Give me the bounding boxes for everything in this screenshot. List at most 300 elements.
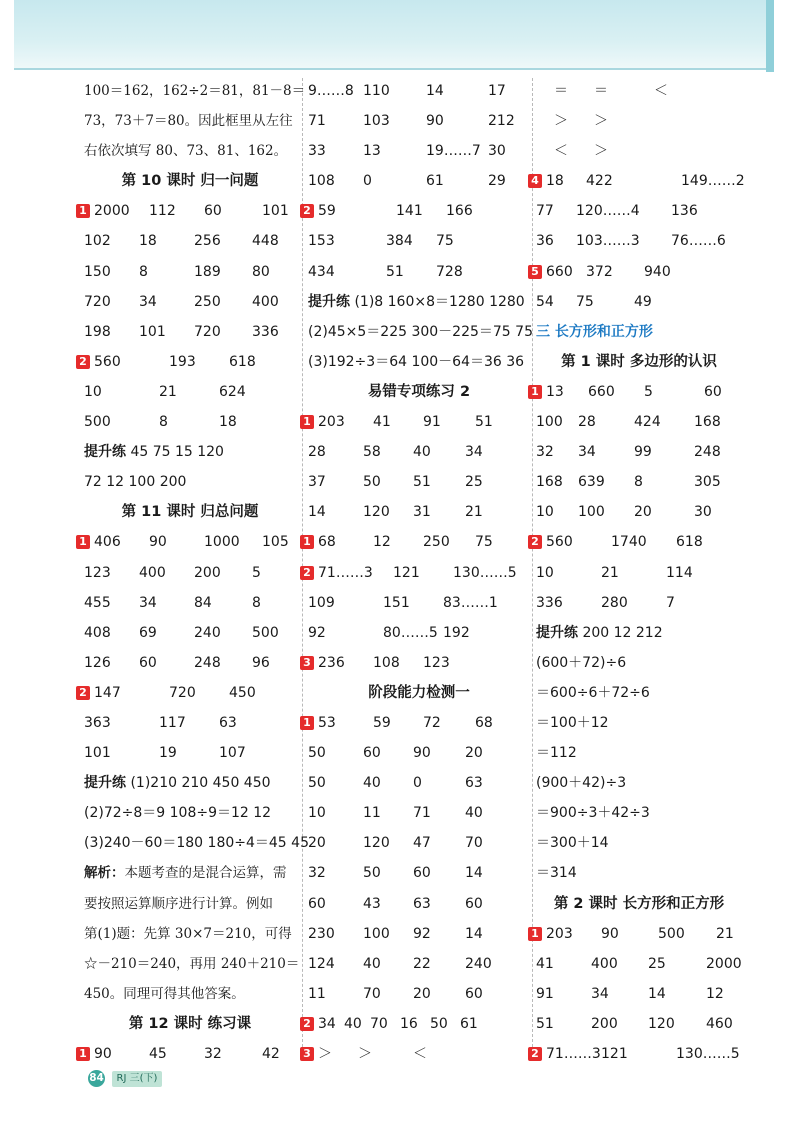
answer-line — [308, 257, 530, 287]
answer-value: 1000 — [204, 534, 240, 551]
answer-value: 21 — [601, 564, 619, 581]
answer-line — [84, 618, 296, 648]
question-number-badge: 2 — [528, 1047, 542, 1061]
answer-value: 13 — [363, 143, 381, 160]
answer-value: 10 — [308, 805, 326, 822]
answer-value: 72 — [423, 714, 441, 731]
answer-value: 第 12 课时 练习课 — [128, 1015, 252, 1032]
answer-line — [536, 497, 742, 527]
answer-value: 32 — [204, 1046, 222, 1062]
answer-value: 0 — [413, 775, 422, 792]
answer-line — [536, 196, 742, 226]
answer-value: 80 — [252, 263, 270, 280]
answer-line — [303, 196, 530, 226]
answer-value: 460 — [706, 1015, 733, 1032]
answer-line — [536, 467, 742, 497]
answer-value: 60 — [413, 865, 431, 882]
answer-value: 40 — [413, 444, 431, 461]
answer-value: 96 — [252, 654, 270, 671]
answer-value: 53 — [318, 714, 336, 731]
answer-value: 9……8 — [308, 83, 354, 99]
answer-value: 51 — [536, 1015, 554, 1032]
edition-tag: RJ 三(下) — [112, 1071, 163, 1087]
answer-value: 124 — [308, 955, 335, 972]
answer-line — [84, 798, 296, 828]
answer-value: 68 — [318, 534, 336, 551]
answer-value: 240 — [194, 624, 221, 641]
answer-value: 45 — [149, 1046, 167, 1062]
answer-value: 36 — [536, 233, 554, 250]
answer-value: 90 — [149, 534, 167, 551]
answer-value: 92 — [413, 925, 431, 942]
answer-value: 40 — [465, 805, 483, 822]
answer-value: 43 — [363, 895, 381, 912]
answer-line — [308, 166, 530, 196]
answer-line — [308, 858, 530, 888]
question-number-badge: 2 — [528, 535, 542, 549]
answer-value: 101 — [84, 745, 111, 762]
answer-value: 77 — [536, 203, 554, 220]
answer-line — [308, 738, 530, 768]
answer-line — [536, 979, 742, 1009]
answer-line — [536, 708, 742, 738]
answer-value: 40 — [363, 775, 381, 792]
answer-line — [84, 558, 296, 588]
answer-value: 60 — [465, 985, 483, 1002]
answer-value: 5 — [644, 383, 653, 400]
answer-value: 102 — [84, 233, 111, 250]
answer-value: 25 — [648, 955, 666, 972]
answer-value: 123 — [84, 564, 111, 581]
answer-value: ＝600÷6＋72÷6 — [536, 684, 650, 701]
answer-line — [84, 76, 306, 106]
answer-value: 455 — [84, 594, 111, 611]
answer-value: 100 — [363, 925, 390, 942]
question-number-badge: 1 — [300, 415, 314, 429]
answer-value: 提升练 (1)8 160×8＝1280 1280 — [308, 293, 525, 310]
answer-value: 8 — [634, 474, 643, 491]
question-number-badge: 4 — [528, 174, 542, 188]
answer-value: 101 — [262, 203, 289, 220]
answer-line — [536, 106, 742, 136]
answer-value: 450 — [229, 684, 256, 701]
answer-value: 59 — [373, 714, 391, 731]
answer-line — [308, 588, 530, 618]
answer-column-2 — [303, 76, 533, 1070]
answer-value: 434 — [308, 263, 335, 280]
answer-value: 130……5 — [676, 1046, 740, 1062]
answer-line — [308, 889, 530, 919]
answer-line — [536, 287, 742, 317]
answer-value: 第 1 课时 多边形的认识 — [561, 353, 717, 370]
answer-value: ＝112 — [536, 745, 577, 762]
answer-value: 91 — [536, 985, 554, 1002]
answer-value: 639 — [578, 474, 605, 491]
answer-value: 29 — [488, 173, 506, 190]
answer-value: 136 — [671, 203, 698, 220]
answer-value: 28 — [308, 444, 326, 461]
answer-value: 1740 — [611, 534, 647, 551]
answer-value: 147 — [94, 684, 121, 701]
answer-value: 21 — [716, 925, 734, 942]
answer-value: ＝314 — [536, 865, 577, 882]
answer-value: 236 — [318, 654, 345, 671]
answer-value: 42 — [262, 1046, 280, 1062]
answer-value: 60 — [139, 654, 157, 671]
question-number-badge: 1 — [300, 535, 314, 549]
answer-line — [536, 949, 742, 979]
answer-value: 80……5 — [383, 624, 438, 641]
answer-line — [84, 287, 296, 317]
answer-value: 100 — [578, 504, 605, 521]
answer-value: 30 — [694, 504, 712, 521]
answer-line — [536, 648, 742, 678]
answer-line — [308, 979, 530, 1009]
answer-value: 70 — [363, 985, 381, 1002]
section-title — [308, 678, 530, 708]
answer-value: 19 — [159, 745, 177, 762]
answer-value: 21 — [465, 504, 483, 521]
answer-value: ＝300＋14 — [536, 835, 609, 852]
answer-value: 20 — [634, 504, 652, 521]
answer-value: 三 长方形和正方形 — [536, 323, 653, 340]
section-title — [536, 347, 742, 377]
answer-value: 101 — [139, 323, 166, 340]
answer-value: 120 — [363, 504, 390, 521]
section-title — [84, 1009, 296, 1039]
answer-value: 12 — [706, 985, 724, 1002]
page-number: 84 — [88, 1070, 105, 1087]
answer-value: 13 — [546, 383, 564, 400]
answer-value: 203 — [318, 414, 345, 431]
answer-value: 50 — [308, 745, 326, 762]
answer-line — [84, 106, 296, 136]
answer-line — [536, 798, 742, 828]
answer-value: ＞ — [318, 1046, 332, 1062]
answer-line — [303, 1009, 530, 1039]
answer-value: 25 — [465, 474, 483, 491]
answer-value: ＝900÷3＋42÷3 — [536, 805, 650, 822]
answer-value: 248 — [694, 444, 721, 461]
answer-line — [536, 1009, 742, 1039]
answer-value: 50 — [363, 865, 381, 882]
answer-value: 40 — [344, 1015, 362, 1032]
answer-value: 120 — [648, 1015, 675, 1032]
answer-value: 34 — [139, 594, 157, 611]
answer-value: 149……2 — [681, 173, 745, 190]
answer-line — [79, 347, 296, 377]
answer-value: 130……5 — [453, 564, 517, 581]
answer-value: 68 — [475, 714, 493, 731]
answer-value: 18 — [219, 414, 237, 431]
answer-value: 34 — [465, 444, 483, 461]
answer-value: 72 12 100 200 — [84, 474, 187, 491]
answer-value: 60 — [308, 895, 326, 912]
answer-line — [536, 678, 742, 708]
answer-value: 20 — [465, 745, 483, 762]
answer-value: 400 — [252, 293, 279, 310]
answer-value: 32 — [536, 444, 554, 461]
answer-value: 16 — [400, 1015, 418, 1032]
question-number-badge: 2 — [300, 566, 314, 580]
answer-line — [531, 377, 742, 407]
answer-value: 54 — [536, 293, 554, 310]
answer-value: 18 — [546, 173, 564, 190]
answer-value: 第 10 课时 归一问题 — [121, 173, 259, 190]
answer-value: 31 — [413, 504, 431, 521]
answer-value: 422 — [586, 173, 613, 190]
answer-value: 728 — [436, 263, 463, 280]
question-number-badge: 1 — [528, 927, 542, 941]
answer-value: 75 — [436, 233, 454, 250]
answer-value: 193 — [169, 353, 196, 370]
answer-line — [308, 136, 530, 166]
answer-line — [308, 347, 530, 377]
answer-value: ＞ — [554, 113, 568, 130]
answer-value: 203 — [546, 925, 573, 942]
answer-value: 33 — [308, 143, 326, 160]
answer-value: 166 — [446, 203, 473, 220]
answer-value: 75 — [576, 293, 594, 310]
answer-line — [536, 407, 742, 437]
answer-value: 19……7 — [426, 143, 481, 160]
answer-line — [79, 1039, 296, 1069]
question-number-badge: 2 — [300, 1017, 314, 1031]
answer-line — [84, 828, 309, 858]
answer-value: 110 — [363, 83, 390, 99]
answer-value: 305 — [694, 474, 721, 491]
answer-value: 720 — [84, 293, 111, 310]
answer-line — [84, 437, 296, 467]
answer-value: 103……3 — [576, 233, 640, 250]
answer-value: 384 — [386, 233, 413, 250]
answer-value: 58 — [363, 444, 381, 461]
answer-line — [84, 648, 296, 678]
answer-value: 123 — [423, 654, 450, 671]
answer-line — [536, 828, 742, 858]
answer-value: 448 — [252, 233, 279, 250]
answer-value: 424 — [634, 414, 661, 431]
answer-value: ＜ — [554, 143, 568, 160]
answer-line — [308, 467, 530, 497]
answer-value: 41 — [373, 414, 391, 431]
answer-value: 117 — [159, 714, 186, 731]
answer-value: 90 — [426, 113, 444, 130]
answer-value: 618 — [229, 353, 256, 370]
answer-value: 336 — [536, 594, 563, 611]
answer-line — [308, 919, 530, 949]
answer-value: 230 — [308, 925, 335, 942]
answer-value: 83……1 — [443, 594, 498, 611]
answer-line — [536, 588, 742, 618]
answer-line — [84, 407, 296, 437]
banner-edge — [766, 0, 774, 72]
answer-value: ＞ — [594, 143, 608, 160]
answer-value: 10 — [84, 383, 102, 400]
answer-value: 90 — [601, 925, 619, 942]
answer-value: 11 — [363, 805, 381, 822]
answer-value: 400 — [139, 564, 166, 581]
question-number-badge: 1 — [76, 535, 90, 549]
answer-line — [536, 618, 742, 648]
answer-line — [84, 949, 300, 979]
answer-line — [308, 437, 530, 467]
answer-value: 61 — [460, 1015, 478, 1032]
question-number-badge: 2 — [76, 686, 90, 700]
answer-value: 71……3 — [318, 564, 373, 581]
answer-value: 11 — [308, 985, 326, 1002]
answer-line — [303, 1039, 530, 1069]
answer-line — [308, 106, 530, 136]
answer-line — [536, 858, 742, 888]
answer-value: 940 — [644, 263, 671, 280]
answer-line — [84, 257, 296, 287]
answer-value: 406 — [94, 534, 121, 551]
answer-line — [84, 858, 296, 888]
answer-value: 要按照运算顺序进行计算。例如 — [84, 895, 273, 912]
answer-line — [308, 949, 530, 979]
answer-value: 21 — [159, 383, 177, 400]
answer-value: 90 — [94, 1046, 112, 1062]
answer-line — [531, 257, 742, 287]
answer-value: 提升练 (1)210 210 450 450 — [84, 775, 271, 792]
answer-value: 121 — [601, 1046, 628, 1062]
answer-value: 120……4 — [576, 203, 640, 220]
answer-line — [531, 527, 742, 557]
answer-value: 第 2 课时 长方形和正方形 — [553, 895, 725, 912]
answer-value: 37 — [308, 474, 326, 491]
answer-value: 60 — [204, 203, 222, 220]
answer-value: ＞ — [358, 1046, 372, 1062]
answer-line — [303, 527, 530, 557]
answer-value: 112 — [149, 203, 176, 220]
answer-value: 30 — [488, 143, 506, 160]
answer-value: ＝ — [594, 83, 608, 99]
answer-line — [84, 979, 296, 1009]
answer-value: 10 — [536, 504, 554, 521]
answer-value: 60 — [704, 383, 722, 400]
answer-value: 73，73＋7＝80。因此框里从左往 — [84, 113, 293, 130]
answer-value: 76……6 — [671, 233, 726, 250]
answer-line — [308, 798, 530, 828]
column-divider — [532, 78, 533, 1052]
answer-value: ☆－210＝240，再用 240＋210＝ — [84, 955, 300, 972]
answer-line — [531, 919, 742, 949]
header-banner — [14, 0, 774, 70]
answer-value: 618 — [676, 534, 703, 551]
answer-line — [84, 317, 296, 347]
answer-value: 易错专项练习 2 — [367, 383, 471, 400]
section-title — [84, 497, 296, 527]
answer-value: 720 — [194, 323, 221, 340]
answer-value: 200 — [194, 564, 221, 581]
answer-value: ＝ — [554, 83, 568, 99]
answer-value: 71……3 — [546, 1046, 601, 1062]
answer-value: 153 — [308, 233, 335, 250]
answer-value: 第(1)题：先算 30×7＝210，可得 — [84, 925, 292, 942]
answer-value: 198 — [84, 323, 111, 340]
answer-line — [84, 588, 296, 618]
answer-value: 14 — [648, 985, 666, 1002]
answer-line — [84, 226, 296, 256]
answer-value: 100 — [536, 414, 563, 431]
section-title — [308, 377, 530, 407]
answer-line — [308, 828, 530, 858]
answer-value: 500 — [658, 925, 685, 942]
answer-line — [84, 708, 296, 738]
answer-value: 141 — [396, 203, 423, 220]
answer-value: 8 — [159, 414, 168, 431]
answer-value: 71 — [308, 113, 326, 130]
answer-value: 61 — [426, 173, 444, 190]
answer-value: 71 — [413, 805, 431, 822]
answer-value: 280 — [601, 594, 628, 611]
answer-value: 2000 — [706, 955, 742, 972]
answer-line — [536, 136, 742, 166]
question-number-badge: 3 — [300, 1047, 314, 1061]
answer-line — [79, 196, 296, 226]
answer-value: 84 — [194, 594, 212, 611]
answer-value: 400 — [591, 955, 618, 972]
answer-value: 63 — [413, 895, 431, 912]
answer-value: 提升练 200 12 212 — [536, 624, 663, 641]
answer-line — [536, 76, 742, 106]
answer-value: 49 — [634, 293, 652, 310]
answer-value: 右依次填写 80、73、81、162。 — [84, 143, 288, 160]
answer-value: 250 — [423, 534, 450, 551]
answer-line — [84, 377, 296, 407]
answer-value: ＝100＋12 — [536, 714, 609, 731]
answer-line — [536, 437, 742, 467]
answer-value: 720 — [169, 684, 196, 701]
answer-line — [303, 407, 530, 437]
answer-value: 14 — [465, 865, 483, 882]
question-number-badge: 5 — [528, 265, 542, 279]
answer-value: (3)240－60＝180 180÷4＝45 45 — [84, 835, 309, 852]
answer-value: 114 — [666, 564, 693, 581]
answer-value: 解析：本题考查的是混合运算，需 — [84, 865, 287, 882]
answer-value: 50 — [363, 474, 381, 491]
answer-value: 7 — [666, 594, 675, 611]
answer-value: 32 — [308, 865, 326, 882]
answer-value: 14 — [426, 83, 444, 99]
answer-line — [536, 768, 742, 798]
answer-value: 60 — [363, 745, 381, 762]
question-number-badge: 3 — [300, 656, 314, 670]
answer-value: 660 — [588, 383, 615, 400]
answer-value: ＞ — [594, 113, 608, 130]
answer-value: 240 — [465, 955, 492, 972]
answer-line — [84, 136, 296, 166]
answer-value: 108 — [373, 654, 400, 671]
answer-value: 12 — [373, 534, 391, 551]
answer-value: 14 — [465, 925, 483, 942]
answer-value: 18 — [139, 233, 157, 250]
section-title — [84, 166, 296, 196]
answer-value: 阶段能力检测一 — [368, 684, 470, 701]
answer-value: 10 — [536, 564, 554, 581]
question-number-badge: 2 — [76, 355, 90, 369]
answer-value: ＜ — [654, 83, 668, 99]
answer-value: 34 — [318, 1015, 336, 1032]
answer-value: 100＝162，162÷2＝81，81－8＝ — [84, 83, 306, 99]
answer-value: 151 — [383, 594, 410, 611]
answer-value: 108 — [308, 173, 335, 190]
answer-value: 22 — [413, 955, 431, 972]
answer-value: 109 — [308, 594, 335, 611]
answer-line — [308, 226, 530, 256]
answer-value: 75 — [475, 534, 493, 551]
